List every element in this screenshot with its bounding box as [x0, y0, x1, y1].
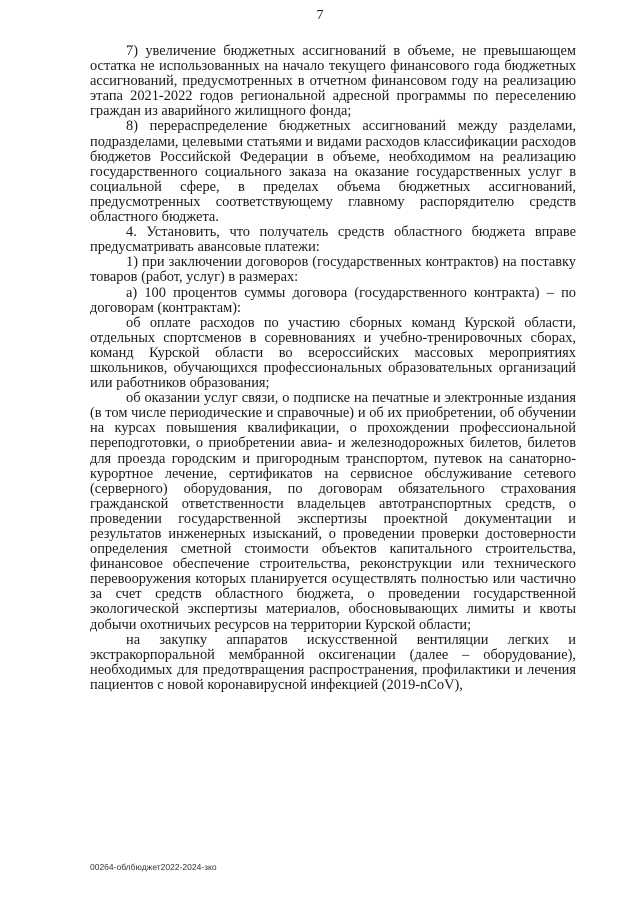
- paragraph-item-7: 7) увеличение бюджетных ассигнований в объеме, не превышающем остатка не использованных на начало текущего финансового года бюджетных ассигнований, предусмотренных в отчетном финансовом году на реализацию этапа 2021-2022 годов региональной адресной программы по переселению граждан из аварийного жилищного фонда;: [90, 43, 576, 120]
- page-number: 7: [316, 8, 324, 23]
- paragraph-item-8: 8) перераспределение бюджетных ассигнований между разделами, подразделами, целевыми статьями и видами расходов классификации расходов бюджетов Российской Федерации в объеме, необходимом на реализацию государственного социального заказа на оказание государственных услуг в социальной сфере, в пределах объема бюджетных ассигнований, предусмотренных соответствующему главному распорядителю средств областного бюджета.: [90, 118, 576, 226]
- paragraph-section-4: 4. Установить, что получатель средств областного бюджета вправе предусматривать авансовые платежи:: [90, 224, 576, 256]
- paragraph-subitem-a: а) 100 процентов суммы договора (государственного контракта) – по договорам (контрактам):: [90, 284, 576, 316]
- paragraph-services-list: об оказании услуг связи, о подписке на печатные и электронные издания (в том числе периодические и справочные) и об их приобретении, об обучении на курсах повышения квалификации, о прохождении профессиональной переподготовки, о приобретении авиа- и железнодорожных билетов, билетов для проезда городским и пригородным транспортом, путевок на санаторно-курортное лечение, сертификатов на сервисное обслуживание сетевого (серверного) оборудования, по договорам обязательного страхования гражданской ответственности владельцев автотранспортных средств, о проведении государственной экспертизы проектной документации и результатов инженерных изысканий, о проведении проверки достоверности определения сметной стоимости объектов капитального строительства, финансовое обеспечение строительства, реконструкции или технического перевооружения которых планируется осуществлять полностью или частично за счет средств областного бюджета, о проведении государственной экологической экспертизы материалов, обосновывающих лимиты и квоты добычи охотничьих ресурсов на территории Курской области;: [90, 390, 576, 633]
- document-footer-code: 00264-облбюджет2022-2024-зко: [90, 862, 217, 872]
- document-body: [90, 44, 576, 693]
- paragraph-sports-expenses: об оплате расходов по участию сборных команд Курской области, отдельных спортсменов в соревнованиях и учебно-тренировочных сборах, команд Курской области во всероссийских массовых мероприятиях школьников, обучающихся профессиональных образовательных организаций или работников образования;: [90, 314, 576, 392]
- paragraph-ventilators: на закупку аппаратов искусственной вентиляции легких и экстракорпоральной мембранной оксигенации (далее – оборудование), необходимых для предотвращения распространения, профилактики и лечения пациентов с новой коронавирусной инфекцией (2019-nCoV),: [90, 631, 576, 693]
- paragraph-subitem-1: 1) при заключении договоров (государственных контрактов) на поставку товаров (работ, услуг) в размерах:: [90, 254, 576, 286]
